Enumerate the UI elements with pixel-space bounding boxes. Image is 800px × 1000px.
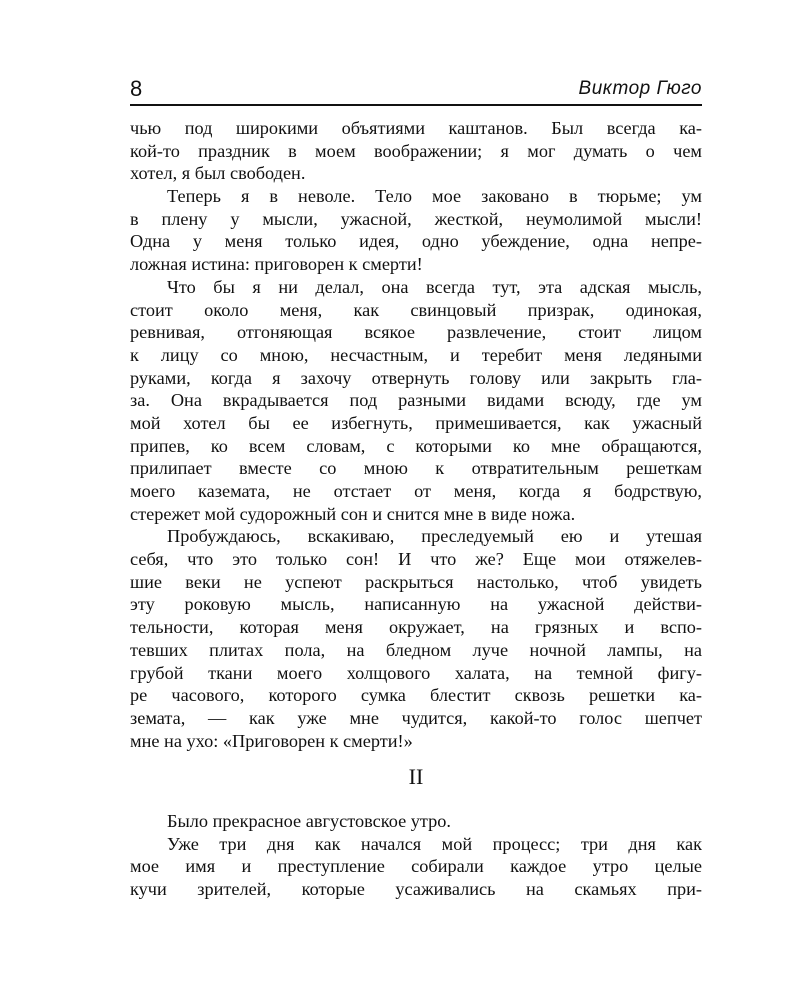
paragraph (130, 117, 702, 185)
text-line: Что бы я ни делал, она всегда тут, эта адская мысль, (167, 276, 702, 297)
text-line: моего каземата, не отстает от меня, когда я бодрствую, (130, 481, 702, 501)
text-line: земата, — как уже мне чудится, какой-то голос шепчет (130, 707, 702, 728)
text-line: ревнивая, отгоняющая всякое развлечение, стоит лицом (130, 322, 702, 343)
text-line: ре часового, которого сумка блестит сквозь решетки ка- (130, 685, 702, 706)
page-header (130, 74, 702, 106)
text-line: тевших плитах пола, на бледном луче ночной лампы, на (130, 639, 702, 660)
text-line: Пробуждаюсь, вскакиваю, преследуемый ею и утешая (167, 526, 702, 547)
text-line: хотел, я был свободен. (130, 163, 306, 184)
text-line: в плену у мысли, ужасной, жесткой, неумолимой мысли! (130, 208, 702, 229)
text-line: стоит около меня, как свинцовый призрак, одинокая, (130, 299, 702, 320)
text-line: Уже три дня как начался мой процесс; три дня как (167, 833, 702, 854)
text-line: себя, что это только сон! И что же? Еще мои отяжелев- (130, 549, 702, 570)
text-line: мое имя и преступление собирали каждое утро целые (130, 856, 702, 877)
text-line: грубой ткани моего холщового халата, на темной фигу- (130, 662, 702, 683)
text-line: Теперь я в неволе. Тело мое заковано в тюрьме; ум (167, 186, 702, 207)
text-line: кучи зрителей, которые усаживались на скамьях при- (130, 879, 702, 900)
running-head-author: Виктор Гюго (578, 78, 702, 99)
text-line: тельности, которая меня окружает, на грязных и вспо- (130, 617, 702, 638)
text-line: припев, ко всем словам, с которыми ко мне обращаются, (130, 435, 702, 456)
paragraph (130, 525, 702, 752)
text-line: прилипает вместе со мною к отвратительным решеткам (130, 458, 702, 479)
text-line: Одна у меня только идея, одно убеждение, одна непре- (130, 231, 702, 252)
paragraph (130, 276, 702, 526)
paragraph (130, 185, 702, 276)
chapter-body-text (130, 810, 702, 901)
text-line: стережет мой судорожный сон и снится мне в виде ножа. (130, 503, 576, 524)
text-line: руками, когда я захочу отвернуть голову или закрыть гла- (130, 367, 702, 388)
paragraph (130, 833, 702, 901)
text-line: за. Она вкрадывается под разными видами всюду, где ум (130, 390, 702, 411)
text-line: к лицу со мною, несчастным, и теребит меня ледяными (130, 344, 702, 365)
paragraph (130, 810, 702, 833)
text-line: ложная истина: приговорен к смерти! (130, 254, 423, 275)
chapter-heading: II (408, 764, 424, 789)
text-line: кой-то праздник в моем воображении; я мог думать о чем (130, 140, 702, 161)
text-line: мне на ухо: «Приговорен к смерти!» (130, 730, 413, 751)
text-line: Было прекрасное августовское утро. (167, 811, 451, 831)
page-number: 8 (130, 76, 143, 101)
body-text (130, 117, 702, 752)
text-line: эту роковую мысль, написанную на ужасной действи- (130, 594, 702, 615)
text-line: мой хотел бы ее избегнуть, примешивается, как ужасный (130, 412, 702, 433)
text-line: чью под широкими объятиями каштанов. Был всегда ка- (130, 118, 702, 138)
text-line: шие веки не успеют раскрыться настолько, чтоб увидеть (130, 571, 702, 592)
